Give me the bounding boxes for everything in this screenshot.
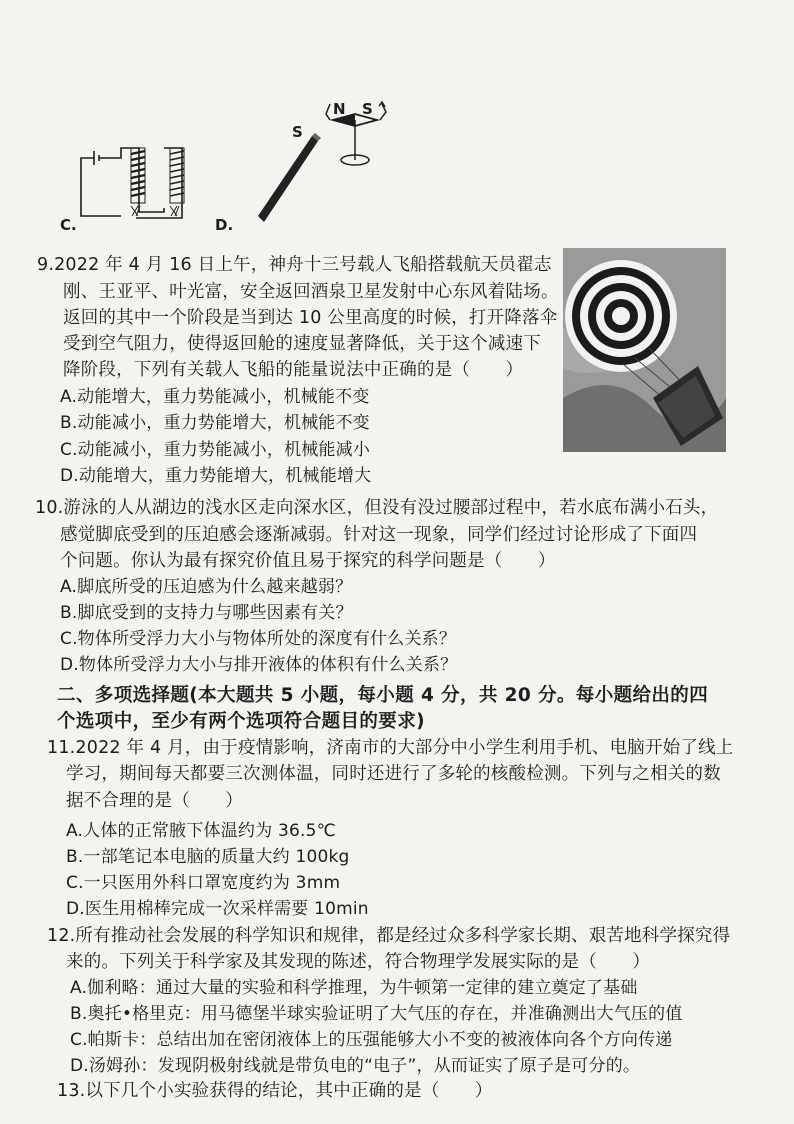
q11-option-d[interactable]: D.医生用棉棒完成一次采样需要 10min (66, 899, 369, 919)
q11-option-a[interactable]: A.人体的正常腋下体温约为 36.5℃ (66, 821, 336, 841)
q12-option-a[interactable]: A.伽利略：通过大量的实验和科学推理，为牛顿第一定律的建立奠定了基础 (70, 978, 638, 998)
magnet-end-label: S (292, 123, 303, 141)
q9-line-1: 9.2022 年 4 月 16 日上午，神舟十三号载人飞船搭载航天员翟志 (37, 255, 552, 275)
q10-option-c[interactable]: C.物体所受浮力大小与物体所处的深度有什么关系？ (60, 629, 457, 649)
q9-option-d[interactable]: D.动能增大，重力势能增大，机械能增大 (60, 466, 372, 486)
q11-line-3: 据不合理的是（ ） (66, 791, 243, 811)
q11-option-b[interactable]: B.一部笔记本电脑的质量大约 100kg (66, 847, 350, 867)
q12-line-1: 12.所有推动社会发展的科学知识和规律，都是经过众多科学家长期、艰苦地科学探究得 (47, 926, 731, 946)
needle-n-label: N (333, 100, 346, 118)
q13-line-1: 13.以下几个小实验获得的结论，其中正确的是（ ） (57, 1081, 493, 1101)
needle-s-label: S (362, 100, 373, 118)
q9-line-4: 受到空气阻力，使得返回舱的速度显著降低，关于这个减速下 (63, 334, 541, 354)
section-2-heading-line-2: 个选项中，至少有两个选项符合题目的要求) (57, 711, 425, 732)
q10-option-a[interactable]: A.脚底所受的压迫感为什么越来越弱？ (60, 577, 353, 597)
option-c-label: C. (60, 216, 77, 234)
section-2-heading-line-1: 二、多项选择题(本大题共 5 小题，每小题 4 分，共 20 分。每小题给出的四 (57, 685, 709, 706)
q12-option-c[interactable]: C.帕斯卡：总结出加在密闭液体上的压强能够大小不变的被液体向各个方向传递 (70, 1030, 673, 1050)
q10-option-b[interactable]: B.脚底受到的支持力与哪些因素有关？ (60, 603, 353, 623)
q9-option-a[interactable]: A.动能增大，重力势能减小，机械能不变 (60, 387, 370, 407)
q11-option-c[interactable]: C.一只医用外科口罩宽度约为 3mm (66, 873, 341, 893)
q9-option-b[interactable]: B.动能减小，重力势能增大，机械能不变 (60, 413, 370, 433)
q9-line-3: 返回的其中一个阶段是当到达 10 公里高度的时候，打开降落伞 (63, 308, 558, 328)
q10-line-2: 感觉脚底受到的压迫感会逐渐减弱。针对这一现象，同学们经过讨论形成了下面四 (60, 525, 698, 545)
q12-option-d[interactable]: D.汤姆孙：发现阴极射线就是带负电的“电子”，从而证实了原子是可分的。 (70, 1056, 641, 1076)
q9-line-2: 刚、王亚平、叶光富，安全返回酒泉卫星发射中心东风着陆场。 (63, 282, 559, 302)
q11-line-1: 11.2022 年 4 月，由于疫情影响，济南市的大部分中小学生利用手机、电脑开始了线上 (47, 738, 734, 758)
q10-line-3: 个问题。你认为最有探究价值且易于探究的科学问题是（ ） (60, 551, 556, 571)
circuit-figure (76, 148, 206, 228)
parachute-capsule-photo (563, 248, 726, 452)
q9-option-c[interactable]: C.动能减小，重力势能减小，机械能减小 (60, 440, 371, 460)
q10-line-1: 10.游泳的人从湖边的浅水区走向深水区，但没有没过腰部过程中，若水底布满小石头， (35, 498, 719, 518)
q9-line-5: 降阶段，下列有关载人飞船的能量说法中正确的是（ ） (63, 360, 524, 380)
q11-line-2: 学习，期间每天都要三次测体温，同时还进行了多轮的核酸检测。下列与之相关的数 (66, 764, 721, 784)
q12-line-2: 来的。下列关于科学家及其发现的陈述，符合物理学发展实际的是（ ） (66, 952, 651, 972)
q10-option-d[interactable]: D.物体所受浮力大小与排开液体的体积有什么关系？ (60, 655, 458, 675)
option-d-label: D. (215, 216, 234, 234)
q12-option-b[interactable]: B.奥托•格里克：用马德堡半球实验证明了大气压的存在，并准确测出大气压的值 (70, 1004, 683, 1024)
